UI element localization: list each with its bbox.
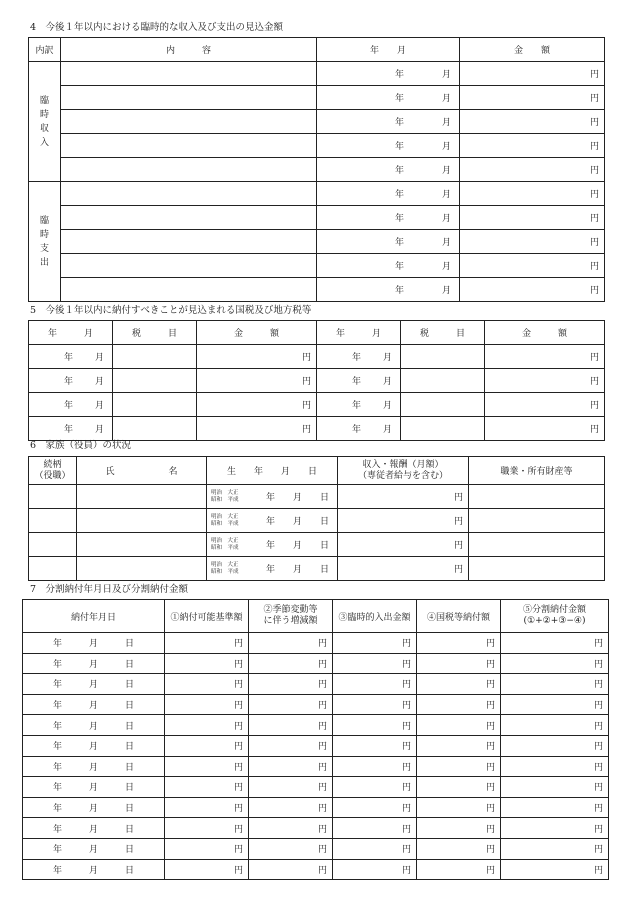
- payment-date-field[interactable]: 年 月 日: [23, 735, 165, 756]
- temporary-flow-field[interactable]: 円: [333, 777, 417, 798]
- tax-payment-field[interactable]: 円: [417, 777, 501, 798]
- year-month-field[interactable]: 年 月: [317, 369, 401, 393]
- year-month-field[interactable]: 年 月: [29, 417, 113, 441]
- seasonal-change-field[interactable]: 円: [249, 633, 333, 654]
- temporary-flow-field[interactable]: 円: [333, 715, 417, 736]
- installment-amount-field[interactable]: 円: [501, 715, 609, 736]
- tax-payment-field[interactable]: 円: [417, 735, 501, 756]
- expense-label: 臨 時 支 出: [29, 182, 61, 302]
- header-content: 内 容: [61, 38, 317, 62]
- base-amount-field[interactable]: 円: [165, 797, 249, 818]
- year-month-field[interactable]: 年 月: [317, 278, 460, 302]
- tax-item-field[interactable]: [113, 345, 197, 369]
- birth-date-field[interactable]: 明治 大正 昭和 平成 年 月 日: [207, 557, 338, 581]
- tax-payment-field[interactable]: 円: [417, 715, 501, 736]
- tax-payment-field[interactable]: 円: [417, 694, 501, 715]
- header-relationship: 続柄 （役職）: [29, 457, 77, 485]
- base-amount-field[interactable]: 円: [165, 694, 249, 715]
- installment-amount-field[interactable]: 円: [501, 735, 609, 756]
- temporary-flow-field[interactable]: 円: [333, 674, 417, 695]
- installment-amount-field[interactable]: 円: [501, 633, 609, 654]
- seasonal-change-field[interactable]: 円: [249, 756, 333, 777]
- content-field[interactable]: [61, 278, 317, 302]
- header-tax-item: 税 目: [401, 321, 485, 345]
- base-amount-field[interactable]: 円: [165, 715, 249, 736]
- year-month-field[interactable]: 年 月: [317, 62, 460, 86]
- base-amount-field[interactable]: 円: [165, 756, 249, 777]
- seasonal-change-field[interactable]: 円: [249, 797, 333, 818]
- year-month-field[interactable]: 年 月: [317, 134, 460, 158]
- base-amount-field[interactable]: 円: [165, 818, 249, 839]
- year-month-field[interactable]: 年 月: [317, 206, 460, 230]
- installment-amount-field[interactable]: 円: [501, 859, 609, 880]
- header-year-month: 年 月: [29, 321, 113, 345]
- amount-field[interactable]: 円: [460, 134, 605, 158]
- base-amount-field[interactable]: 円: [165, 633, 249, 654]
- base-amount-field[interactable]: 円: [165, 735, 249, 756]
- section-7-title: 7 分割納付年月日及び分割納付金額: [30, 584, 189, 595]
- amount-field[interactable]: 円: [197, 393, 317, 417]
- name-field[interactable]: [77, 509, 207, 533]
- year-month-field[interactable]: 年 月: [317, 393, 401, 417]
- content-field[interactable]: [61, 182, 317, 206]
- income-field[interactable]: 円: [338, 485, 469, 509]
- header-tax-payment: ④国税等納付額: [417, 600, 501, 633]
- seasonal-change-field[interactable]: 円: [249, 735, 333, 756]
- amount-field[interactable]: 円: [485, 369, 605, 393]
- section-4-table: [28, 37, 605, 302]
- tax-item-field[interactable]: [113, 393, 197, 417]
- payment-date-field[interactable]: 年 月 日: [23, 838, 165, 859]
- income-field[interactable]: 円: [338, 533, 469, 557]
- header-name: 氏 名: [77, 457, 207, 485]
- name-field[interactable]: [77, 533, 207, 557]
- amount-field[interactable]: 円: [460, 254, 605, 278]
- seasonal-change-field[interactable]: 円: [249, 715, 333, 736]
- section-5-table: [28, 320, 605, 441]
- amount-field[interactable]: 円: [460, 62, 605, 86]
- year-month-field[interactable]: 年 月: [29, 393, 113, 417]
- tax-payment-field[interactable]: 円: [417, 859, 501, 880]
- installment-amount-field[interactable]: 円: [501, 797, 609, 818]
- header-temporary-flow: ③臨時的入出金額: [333, 600, 417, 633]
- header-tax-item: 税 目: [113, 321, 197, 345]
- birth-date-field[interactable]: 明治 大正 昭和 平成 年 月 日: [207, 533, 338, 557]
- payment-date-field[interactable]: 年 月 日: [23, 694, 165, 715]
- tax-item-field[interactable]: [401, 369, 485, 393]
- section-6-title: 6 家族（役員）の状況: [30, 440, 132, 451]
- income-field[interactable]: 円: [338, 509, 469, 533]
- content-field[interactable]: [61, 134, 317, 158]
- tax-payment-field[interactable]: 円: [417, 756, 501, 777]
- payment-date-field[interactable]: 年 月 日: [23, 756, 165, 777]
- seasonal-change-field[interactable]: 円: [249, 838, 333, 859]
- installment-amount-field[interactable]: 円: [501, 653, 609, 674]
- occupation-field[interactable]: [469, 557, 605, 581]
- header-kind: 内訳: [29, 38, 61, 62]
- header-income: 収入・報酬（月額） （専従者給与を含む）: [338, 457, 469, 485]
- tax-item-field[interactable]: [401, 393, 485, 417]
- tax-item-field[interactable]: [401, 345, 485, 369]
- income-label: 臨 時 収 入: [29, 62, 61, 182]
- amount-field[interactable]: 円: [197, 369, 317, 393]
- year-month-field[interactable]: 年 月: [317, 110, 460, 134]
- temporary-flow-field[interactable]: 円: [333, 859, 417, 880]
- tax-item-field[interactable]: [113, 417, 197, 441]
- year-month-field[interactable]: 年 月: [317, 158, 460, 182]
- installment-amount-field[interactable]: 円: [501, 818, 609, 839]
- seasonal-change-field[interactable]: 円: [249, 653, 333, 674]
- amount-field[interactable]: 円: [485, 417, 605, 441]
- section-5-title: 5 今後１年以内に納付すべきことが見込まれる国税及び地方税等: [30, 305, 312, 316]
- amount-field[interactable]: 円: [197, 345, 317, 369]
- installment-amount-field[interactable]: 円: [501, 838, 609, 859]
- payment-date-field[interactable]: 年 月 日: [23, 777, 165, 798]
- amount-field[interactable]: 円: [460, 278, 605, 302]
- relationship-field[interactable]: [29, 509, 77, 533]
- amount-field[interactable]: 円: [197, 417, 317, 441]
- header-amount: 金 額: [485, 321, 605, 345]
- amount-field[interactable]: 円: [460, 182, 605, 206]
- section-4-title: 4 今後１年以内における臨時的な収入及び支出の見込金額: [30, 22, 284, 33]
- temporary-flow-field[interactable]: 円: [333, 818, 417, 839]
- header-birth-date: 生 年 月 日: [207, 457, 338, 485]
- installment-amount-field[interactable]: 円: [501, 756, 609, 777]
- seasonal-change-field[interactable]: 円: [249, 818, 333, 839]
- income-field[interactable]: 円: [338, 557, 469, 581]
- header-seasonal-change: ②季節変動等 に伴う増減額: [249, 600, 333, 633]
- content-field[interactable]: [61, 62, 317, 86]
- content-field[interactable]: [61, 230, 317, 254]
- name-field[interactable]: [77, 485, 207, 509]
- year-month-field[interactable]: 年 月: [317, 417, 401, 441]
- relationship-field[interactable]: [29, 485, 77, 509]
- temporary-flow-field[interactable]: 円: [333, 633, 417, 654]
- installment-amount-field[interactable]: 円: [501, 694, 609, 715]
- temporary-flow-field[interactable]: 円: [333, 797, 417, 818]
- seasonal-change-field[interactable]: 円: [249, 674, 333, 695]
- amount-field[interactable]: 円: [460, 158, 605, 182]
- year-month-field[interactable]: 年 月: [317, 86, 460, 110]
- amount-field[interactable]: 円: [460, 206, 605, 230]
- header-payment-date: 納付年月日: [23, 600, 165, 633]
- amount-field[interactable]: 円: [485, 393, 605, 417]
- header-occupation: 職業・所有財産等: [469, 457, 605, 485]
- header-installment-amount: ⑤分割納付金額 (①+②+③−④): [501, 600, 609, 633]
- content-field[interactable]: [61, 254, 317, 278]
- birth-date-field[interactable]: 明治 大正 昭和 平成 年 月 日: [207, 509, 338, 533]
- relationship-field[interactable]: [29, 557, 77, 581]
- year-month-field[interactable]: 年 月: [317, 254, 460, 278]
- payment-date-field[interactable]: 年 月 日: [23, 674, 165, 695]
- base-amount-field[interactable]: 円: [165, 838, 249, 859]
- base-amount-field[interactable]: 円: [165, 674, 249, 695]
- tax-payment-field[interactable]: 円: [417, 818, 501, 839]
- seasonal-change-field[interactable]: 円: [249, 777, 333, 798]
- content-field[interactable]: [61, 158, 317, 182]
- relationship-field[interactable]: [29, 533, 77, 557]
- temporary-flow-field[interactable]: 円: [333, 756, 417, 777]
- seasonal-change-field[interactable]: 円: [249, 694, 333, 715]
- header-amount: 金 額: [197, 321, 317, 345]
- content-field[interactable]: [61, 110, 317, 134]
- temporary-flow-field[interactable]: 円: [333, 653, 417, 674]
- payment-date-field[interactable]: 年 月 日: [23, 797, 165, 818]
- section-7-table: [22, 599, 609, 880]
- tax-payment-field[interactable]: 円: [417, 674, 501, 695]
- installment-amount-field[interactable]: 円: [501, 674, 609, 695]
- header-base-amount: ①納付可能基準額: [165, 600, 249, 633]
- occupation-field[interactable]: [469, 485, 605, 509]
- payment-date-field[interactable]: 年 月 日: [23, 818, 165, 839]
- birth-date-field[interactable]: 明治 大正 昭和 平成 年 月 日: [207, 485, 338, 509]
- name-field[interactable]: [77, 557, 207, 581]
- payment-date-field[interactable]: 年 月 日: [23, 633, 165, 654]
- header-amount: 金 額: [460, 38, 605, 62]
- header-year-month: 年 月: [317, 38, 460, 62]
- content-field[interactable]: [61, 86, 317, 110]
- amount-field[interactable]: 円: [485, 345, 605, 369]
- temporary-flow-field[interactable]: 円: [333, 838, 417, 859]
- year-month-field[interactable]: 年 月: [317, 230, 460, 254]
- occupation-field[interactable]: [469, 533, 605, 557]
- tax-payment-field[interactable]: 円: [417, 633, 501, 654]
- tax-payment-field[interactable]: 円: [417, 797, 501, 818]
- section-6-table: [28, 456, 605, 581]
- amount-field[interactable]: 円: [460, 86, 605, 110]
- payment-date-field[interactable]: 年 月 日: [23, 859, 165, 880]
- base-amount-field[interactable]: 円: [165, 777, 249, 798]
- base-amount-field[interactable]: 円: [165, 653, 249, 674]
- year-month-field[interactable]: 年 月: [29, 345, 113, 369]
- tax-payment-field[interactable]: 円: [417, 838, 501, 859]
- seasonal-change-field[interactable]: 円: [249, 859, 333, 880]
- year-month-field[interactable]: 年 月: [317, 345, 401, 369]
- tax-payment-field[interactable]: 円: [417, 653, 501, 674]
- base-amount-field[interactable]: 円: [165, 859, 249, 880]
- temporary-flow-field[interactable]: 円: [333, 735, 417, 756]
- payment-date-field[interactable]: 年 月 日: [23, 715, 165, 736]
- year-month-field[interactable]: 年 月: [29, 369, 113, 393]
- year-month-field[interactable]: 年 月: [317, 182, 460, 206]
- amount-field[interactable]: 円: [460, 230, 605, 254]
- payment-date-field[interactable]: 年 月 日: [23, 653, 165, 674]
- content-field[interactable]: [61, 206, 317, 230]
- occupation-field[interactable]: [469, 509, 605, 533]
- amount-field[interactable]: 円: [460, 110, 605, 134]
- tax-item-field[interactable]: [401, 417, 485, 441]
- header-year-month: 年 月: [317, 321, 401, 345]
- tax-item-field[interactable]: [113, 369, 197, 393]
- temporary-flow-field[interactable]: 円: [333, 694, 417, 715]
- installment-amount-field[interactable]: 円: [501, 777, 609, 798]
